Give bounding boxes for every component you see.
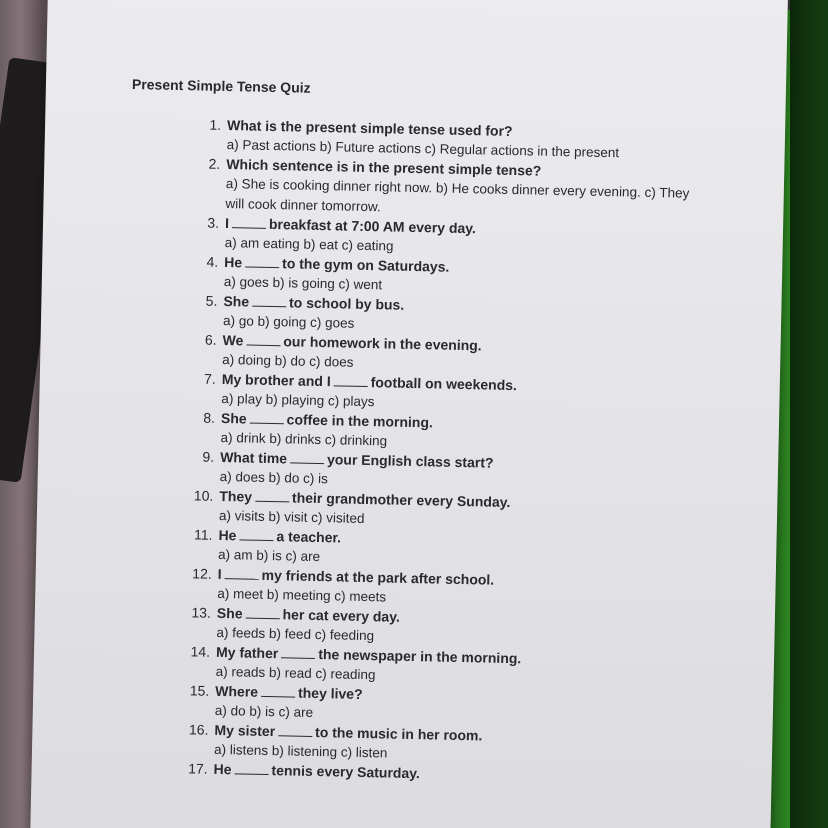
question-text xyxy=(213,761,420,781)
answer-blank xyxy=(281,645,315,659)
question-text-start: Which sentence is in the present simple tense? xyxy=(226,156,542,179)
question-text-end: the newspaper in the morning. xyxy=(318,646,522,667)
question-text-start: I xyxy=(224,215,230,232)
answer-blank xyxy=(234,761,268,775)
question-text-start: He xyxy=(218,526,237,544)
question-text-end: coffee in the morning. xyxy=(286,411,434,431)
question-text-end: a teacher. xyxy=(276,528,342,546)
answer-blank xyxy=(225,566,259,580)
answer-options: a) doing b) do c) does xyxy=(222,351,354,370)
question-text-end: tennis every Saturday. xyxy=(271,762,421,782)
question-text-end: to the music in her room. xyxy=(314,724,483,744)
answer-blank xyxy=(245,254,279,268)
question-number: 4. xyxy=(206,253,219,270)
question-text-start: My sister xyxy=(214,721,276,740)
question-number: 11. xyxy=(193,526,213,543)
question-text xyxy=(224,254,449,275)
question-number: 13. xyxy=(191,604,212,621)
question-number: 3. xyxy=(207,214,220,231)
answer-blank xyxy=(261,684,295,698)
question-number: 9. xyxy=(202,448,215,465)
question-text xyxy=(215,683,363,702)
question-number: 16. xyxy=(188,721,209,738)
question-text-start: They xyxy=(219,487,253,505)
question-text xyxy=(221,410,433,430)
answer-options: a) go b) going c) goes xyxy=(222,312,355,331)
question-text xyxy=(223,293,404,313)
question-text-start: She xyxy=(216,604,243,622)
answer-blank xyxy=(252,294,286,308)
answer-options: a) am eating b) eat c) eating xyxy=(224,235,394,254)
question-text-end: my friends at the park after school. xyxy=(261,566,495,588)
question-text-start: She xyxy=(220,409,247,427)
question-number: 14. xyxy=(190,643,211,660)
question-text-end: to the gym on Saturdays. xyxy=(281,255,450,275)
question-text-end: our homework in the evening. xyxy=(283,333,482,354)
answer-options: a) meet b) meeting c) meets xyxy=(217,585,387,605)
answer-options: a) am b) is c) are xyxy=(217,546,321,565)
answer-options: a) She is cooking dinner right now. b) He cooks dinner every evening. c) They will cook dinner tomorrow. xyxy=(225,176,690,215)
question-text-end: football on weekends. xyxy=(370,374,518,394)
question-text-start: He xyxy=(224,254,243,271)
question-number: 6. xyxy=(204,331,217,348)
answer-blank xyxy=(334,373,368,387)
question-text-end: they live? xyxy=(297,684,363,702)
answer-blank xyxy=(290,450,324,464)
question-number: 5. xyxy=(205,292,218,309)
question-text xyxy=(218,527,341,546)
question-text-end: her cat every day. xyxy=(282,606,400,625)
answer-blank xyxy=(245,606,279,620)
answer-blank xyxy=(239,527,273,541)
answer-options: a) listens b) listening c) listen xyxy=(213,741,388,761)
answer-options: a) do b) is c) are xyxy=(214,702,314,720)
answer-blank xyxy=(232,215,266,229)
question-text xyxy=(217,605,400,625)
question-text-end: your English class start? xyxy=(326,451,494,471)
question-text-start: My brother and I xyxy=(221,370,331,390)
answer-options: a) feeds b) feed c) feeding xyxy=(216,624,375,644)
question-text-start: My father xyxy=(215,643,279,662)
answer-options: a) Past actions b) Future actions c) Regular actions in the present xyxy=(226,137,620,161)
answer-options: a) reads b) read c) reading xyxy=(215,663,376,683)
answer-blank xyxy=(246,332,280,346)
answer-options: a) goes b) is going c) went xyxy=(223,273,383,293)
question-text-start: What time xyxy=(220,448,288,467)
answer-options: a) play b) playing c) plays xyxy=(221,390,375,410)
question-number: 12. xyxy=(192,565,212,582)
question-number: 2. xyxy=(208,155,221,172)
binder-edge xyxy=(790,0,828,828)
answer-options: a) does b) do c) is xyxy=(219,468,328,487)
question-text-end: to school by bus. xyxy=(288,294,405,313)
answer-blank xyxy=(250,411,284,425)
question-text-start: I xyxy=(217,565,222,583)
question-text-end: their grandmother every Sunday. xyxy=(291,489,511,511)
question-number: 10. xyxy=(193,487,214,504)
quiz-paper xyxy=(30,0,788,828)
question-text-start: What is the present simple tense used for? xyxy=(226,117,513,140)
answer-options: a) drink b) drinks c) drinking xyxy=(220,429,388,449)
question-text-end: breakfast at 7:00 AM every day. xyxy=(268,215,477,237)
answer-options: a) visits b) visit c) visited xyxy=(218,507,365,526)
answer-blank xyxy=(278,723,312,737)
question-number: 8. xyxy=(203,409,216,426)
answer-blank xyxy=(255,489,289,503)
question-text-start: He xyxy=(213,760,232,778)
question-text-start: We xyxy=(222,331,244,349)
question-text-start: She xyxy=(223,292,250,310)
question-number: 17. xyxy=(188,760,208,777)
question-number: 15. xyxy=(189,682,210,699)
question-number: 1. xyxy=(209,116,222,133)
quiz-title: Present Simple Tense Quiz xyxy=(131,76,311,96)
question-text-start: Where xyxy=(215,682,259,700)
question-number: 7. xyxy=(203,370,216,387)
question-list xyxy=(117,114,691,789)
quiz-content xyxy=(117,76,692,789)
